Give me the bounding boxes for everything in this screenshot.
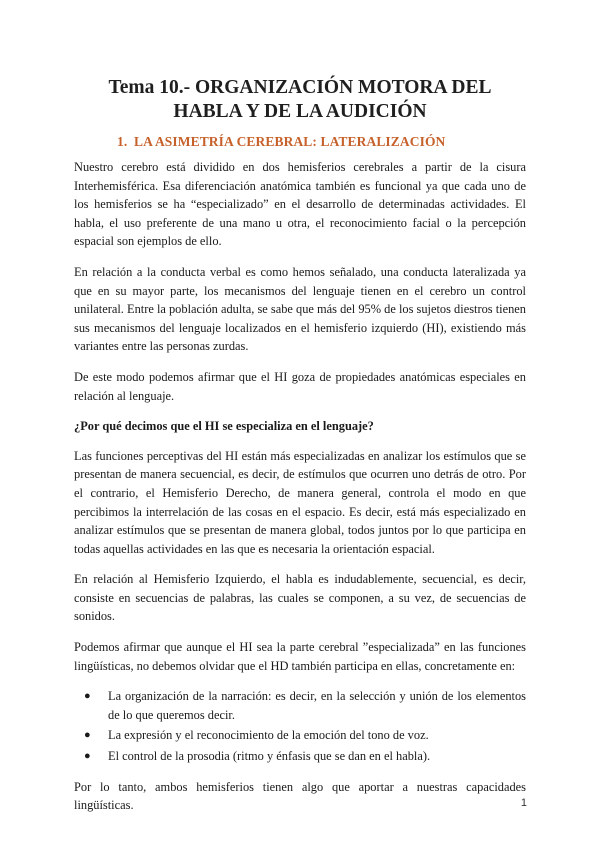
list-item — [74, 687, 526, 724]
section-title: LA ASIMETRÍA CEREBRAL: LATERALIZACIÓN — [134, 134, 446, 149]
paragraph: De este modo podemos afirmar que el HI goza de propiedades anatómicas especiales en relación al lenguaje. — [74, 369, 526, 403]
bullet-dot-icon: ● — [84, 690, 91, 703]
page-title — [0, 76, 600, 124]
bullet-dot-icon: ● — [84, 729, 91, 742]
list-item — [74, 747, 526, 766]
paragraph: En relación a la conducta verbal es como hemos señalado, una conducta lateralizada ya que en su mayor parte, los mecanismos del lenguaje tienen en el cerebro un control unilateral. Entre la población adulta, se sabe que más del 95% de los sujetos diestros tienen sus mecanismos del lenguaje localizados en el hemisferio izquierdo (HI), existiendo más variantes entre las personas zurdas. — [74, 264, 526, 354]
list-item-text: El control de la prosodia (ritmo y énfasis que se dan en el habla). — [108, 749, 431, 764]
paragraph: Nuestro cerebro está dividido en dos hemisferios cerebrales a partir de la cisura Interhemisférica. Esa diferenciación anatómica también es funcional ya que cada uno de los hemisferios se ha “especializado” en el desarrollo de determinadas actividades. El habla, el uso preferente de una mano u otra, el reconocimiento facial o la percepción espacial son ejemplos de ello. — [74, 160, 526, 249]
paragraph: Podemos afirmar que aunque el HI sea la parte cerebral ”especializada” en las funciones lingüísticas, no debemos olvidar que el HD también participa en ellas, concretamente en: — [74, 640, 526, 673]
bullet-dot-icon: ● — [84, 750, 91, 763]
title-line-1: Tema 10.- ORGANIZACIÓN MOTORA DEL — [108, 77, 492, 98]
list-item-text: La expresión y el reconocimiento de la emoción del tono de voz. — [108, 728, 429, 743]
closing-paragraph: Por lo tanto, ambos hemisferios tienen algo que aportar a nuestras capacidades lingüísticas. — [74, 779, 526, 813]
question-heading: ¿Por qué decimos que el HI se especializa en el lenguaje? — [74, 419, 374, 434]
section-heading — [117, 134, 445, 150]
bullet-list — [74, 687, 526, 765]
paragraph: Las funciones perceptivas del HI están más especializadas en analizar los estímulos que se presentan de manera secuencial, es decir, de estímulos que ocurren uno detrás de otro. Por el contrario, el Hemisferio Derecho, de manera general, controla el modo en que percibimos la interrelación de las cosas en el espacio. Es decir, está más especializado en analizar estímulos que se presentan de manera global, todos juntos por lo que participa en todas aquellas actividades en las que es necesaria la orientación espacial. — [74, 448, 526, 556]
list-item — [74, 726, 526, 745]
list-item-text: La organización de la narración: es decir, en la selección y unión de los elementos de lo que queremos decir. — [108, 689, 526, 722]
title-line-2: HABLA Y DE LA AUDICIÓN — [173, 101, 427, 122]
page-number: 1 — [520, 797, 527, 809]
paragraph: En relación al Hemisferio Izquierdo, el habla es indudablemente, secuencial, es decir, consiste en secuencias de palabras, las cuales se componen, a su vez, de secuencias de sonidos. — [74, 572, 526, 624]
body-text — [74, 158, 526, 827]
section-number: 1. — [117, 134, 128, 149]
